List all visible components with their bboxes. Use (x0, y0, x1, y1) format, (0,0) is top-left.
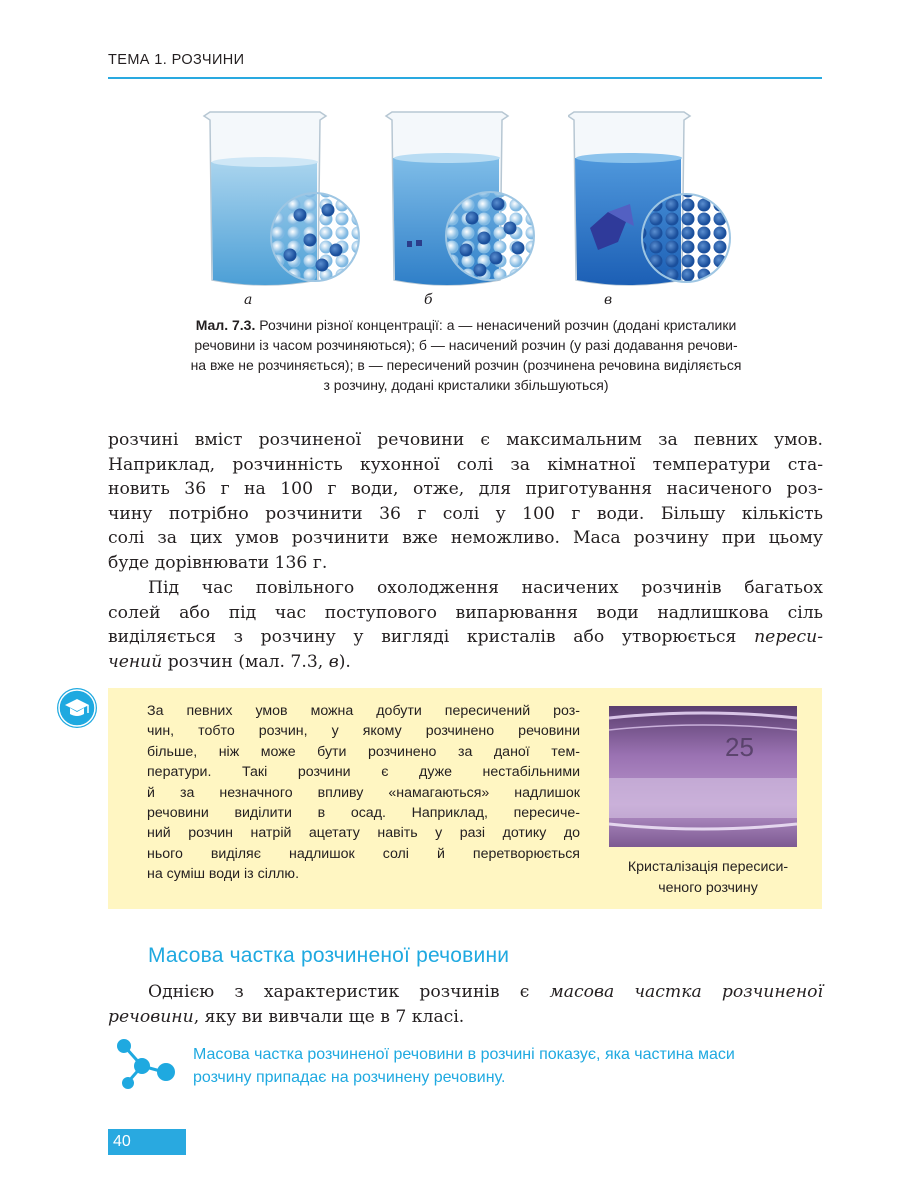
text-line: новить 36 г на 100 г води, отже, для приготування насиченого роз- (108, 479, 823, 500)
graduation-cap-icon (57, 688, 97, 728)
paragraph-saturated (108, 428, 823, 576)
text-segment: , яку ви вивчали ще в 7 класі. (193, 1006, 465, 1027)
figure-caption-line-3: на вже не розчиняється); в — пересичений розчин (розчинена речовина виділяється (190, 357, 742, 373)
figure-label-c: в (604, 292, 613, 308)
note-line: більше, ніж може бути розчинено за даної тем- (147, 743, 580, 760)
note-line: ператури. Такі розчини є дуже нестабільними (147, 764, 580, 781)
text-line (108, 980, 823, 1005)
note-line: чин, тобто розчин, у якому розчинено речовини (147, 723, 580, 740)
text-segment: Однією з характеристик розчинів є (148, 982, 550, 1002)
note-line: й за незначного впливу «намагаються» надлишок (147, 784, 580, 801)
note-text (147, 701, 580, 885)
beaker-scale-number: 25 (725, 732, 754, 762)
note-line: нього виділяє надлишок солі й перетворюється (147, 845, 580, 862)
text-line: чину потрібно розчинити 36 г солі у 100 г води. Більшу кількість (108, 503, 823, 524)
note-line: За певних умов можна добути пересичений роз- (147, 703, 580, 719)
definition-text (193, 1043, 825, 1089)
text-segment: виділяється з розчину у вигляді кристалів або утворюється (108, 627, 755, 648)
text-line (108, 650, 823, 675)
text-line (108, 1005, 823, 1030)
page-header-title: ТЕМА 1. РОЗЧИНИ (108, 52, 245, 68)
crystallization-photo (609, 706, 797, 847)
photo-caption (600, 857, 816, 899)
text-line: розчині вміст розчиненої речовини є максимальним за певних умов. (108, 430, 823, 450)
figure-caption-line-2: речовини із часом розчиняються); б — насичений розчин (у разі додавання речови- (194, 337, 738, 353)
definition-line-2: розчину припадає на розчинену речовину. (193, 1069, 506, 1086)
figure-ref-letter: в (328, 651, 339, 672)
photo-caption-line-1: Кристалізація пересиси- (627, 859, 789, 875)
beaker-unsaturated (190, 100, 380, 295)
beaker-supersaturated (568, 100, 758, 295)
term-italic: речовини (108, 1006, 194, 1027)
header-rule (108, 77, 822, 79)
molecule-icon (112, 1036, 180, 1092)
definition-line-1: Масова частка розчиненої речовини в розчині показує, яка частина маси (193, 1046, 735, 1063)
text-line: солей або під час поступового випарювання води надлишкова сіль (108, 602, 823, 623)
note-line: ний розчин натрій ацетату навіть у разі дотику до (147, 825, 580, 842)
note-line: на суміш води із сіллю. (147, 866, 300, 883)
text-line: буде дорівнювати 136 г. (108, 552, 328, 573)
section-intro (108, 980, 823, 1029)
page-number: 40 (113, 1133, 131, 1150)
figure-caption-prefix: Мал. 7.3. (195, 317, 256, 333)
figure-caption-line-4: з розчину, додані кристалики збільшуються) (323, 377, 609, 393)
paragraph-supersaturated (108, 576, 823, 674)
text-line: Під час повільного охолодження насичених розчинів багатьох (148, 578, 823, 598)
term-italic: чений (108, 651, 163, 672)
text-line: Наприклад, розчинність кухонної солі за кімнатної температури ста- (108, 454, 823, 475)
figure-caption-line-1: Розчини різної концентрації: а — ненасичений розчин (додані кристалики (255, 317, 737, 333)
beaker-saturated (380, 100, 570, 295)
note-line: речовини виділити в осад. Наприклад, пересиче- (147, 805, 580, 822)
term-italic: переси- (754, 627, 823, 648)
text-segment: розчин (мал. 7.3, (162, 651, 329, 672)
text-segment: ). (338, 651, 351, 672)
figure-beakers (190, 100, 770, 295)
section-heading: Масова частка розчиненої речовини (148, 944, 510, 967)
term-italic: масова частка розчиненої (549, 982, 823, 1002)
photo-caption-line-2: ченого розчину (658, 880, 758, 896)
figure-label-b: б (424, 292, 433, 308)
figure-caption (112, 315, 820, 395)
text-line: солі за цих умов розчинити вже неможливо. Маса розчину при цьому (108, 528, 823, 549)
text-line (108, 625, 823, 650)
figure-label-a: а (244, 292, 253, 308)
